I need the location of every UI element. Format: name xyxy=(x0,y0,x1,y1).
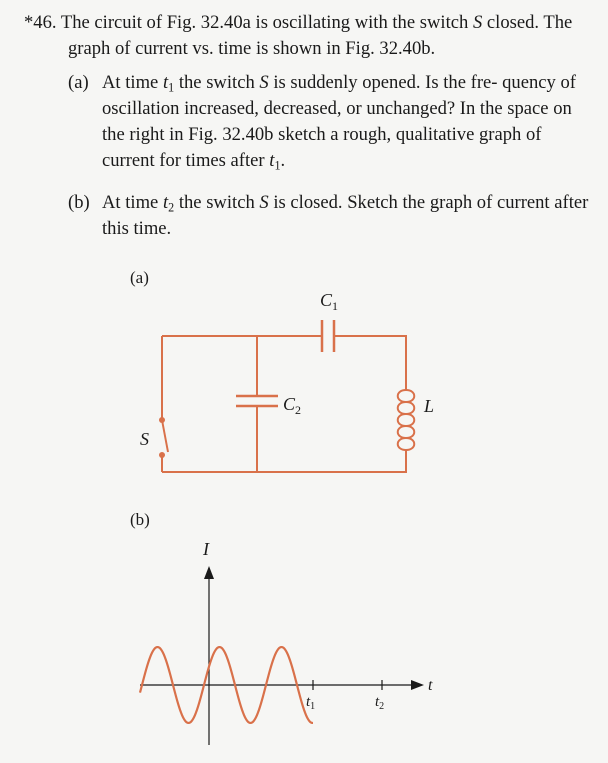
inductor-coil xyxy=(398,390,415,450)
switch-contact-top xyxy=(159,417,165,423)
problem-stem: *46. The circuit of Fig. 32.40a is oscillating with the switch S closed. The graph of current vs. time is shown in Fig. 32.40b. xyxy=(24,12,573,59)
y-axis-label: I xyxy=(203,539,209,559)
t1-label: $t_1$ xyxy=(306,694,316,712)
switch-blade xyxy=(162,420,168,452)
figure-b-label: (b) xyxy=(130,510,150,529)
wire-top-right xyxy=(334,336,406,390)
part-a-label: (a) xyxy=(68,72,89,93)
inductor-label: L xyxy=(424,396,435,416)
wire-right xyxy=(162,450,406,472)
c1-label: $C_1$ xyxy=(320,290,339,313)
switch-contact-bottom xyxy=(159,452,165,458)
t2-label: $t_2$ xyxy=(375,694,385,712)
problem-number: *46. xyxy=(24,12,57,33)
x-axis-label: t xyxy=(428,677,433,694)
part-a: (a) At time $t_1$ the switch S is suddenly opened. Is the fre- quency of oscillation increased, decreased, or unchanged? In the space on the right in Fig. 32.40b sketch a rough, qualitative graph of current for times after $t_1$. xyxy=(68,72,576,173)
figure-a-label: (a) xyxy=(130,268,149,287)
graph-axes xyxy=(140,578,415,745)
switch-label: S xyxy=(140,429,149,449)
y-axis-arrow xyxy=(204,566,214,579)
c2-label: $C_2$ xyxy=(283,394,302,417)
part-b-label: (b) xyxy=(68,192,90,213)
part-b: (b) At time $t_2$ the switch S is closed. Sketch the graph of current after this time. xyxy=(68,192,589,239)
x-axis-arrow xyxy=(411,680,424,690)
